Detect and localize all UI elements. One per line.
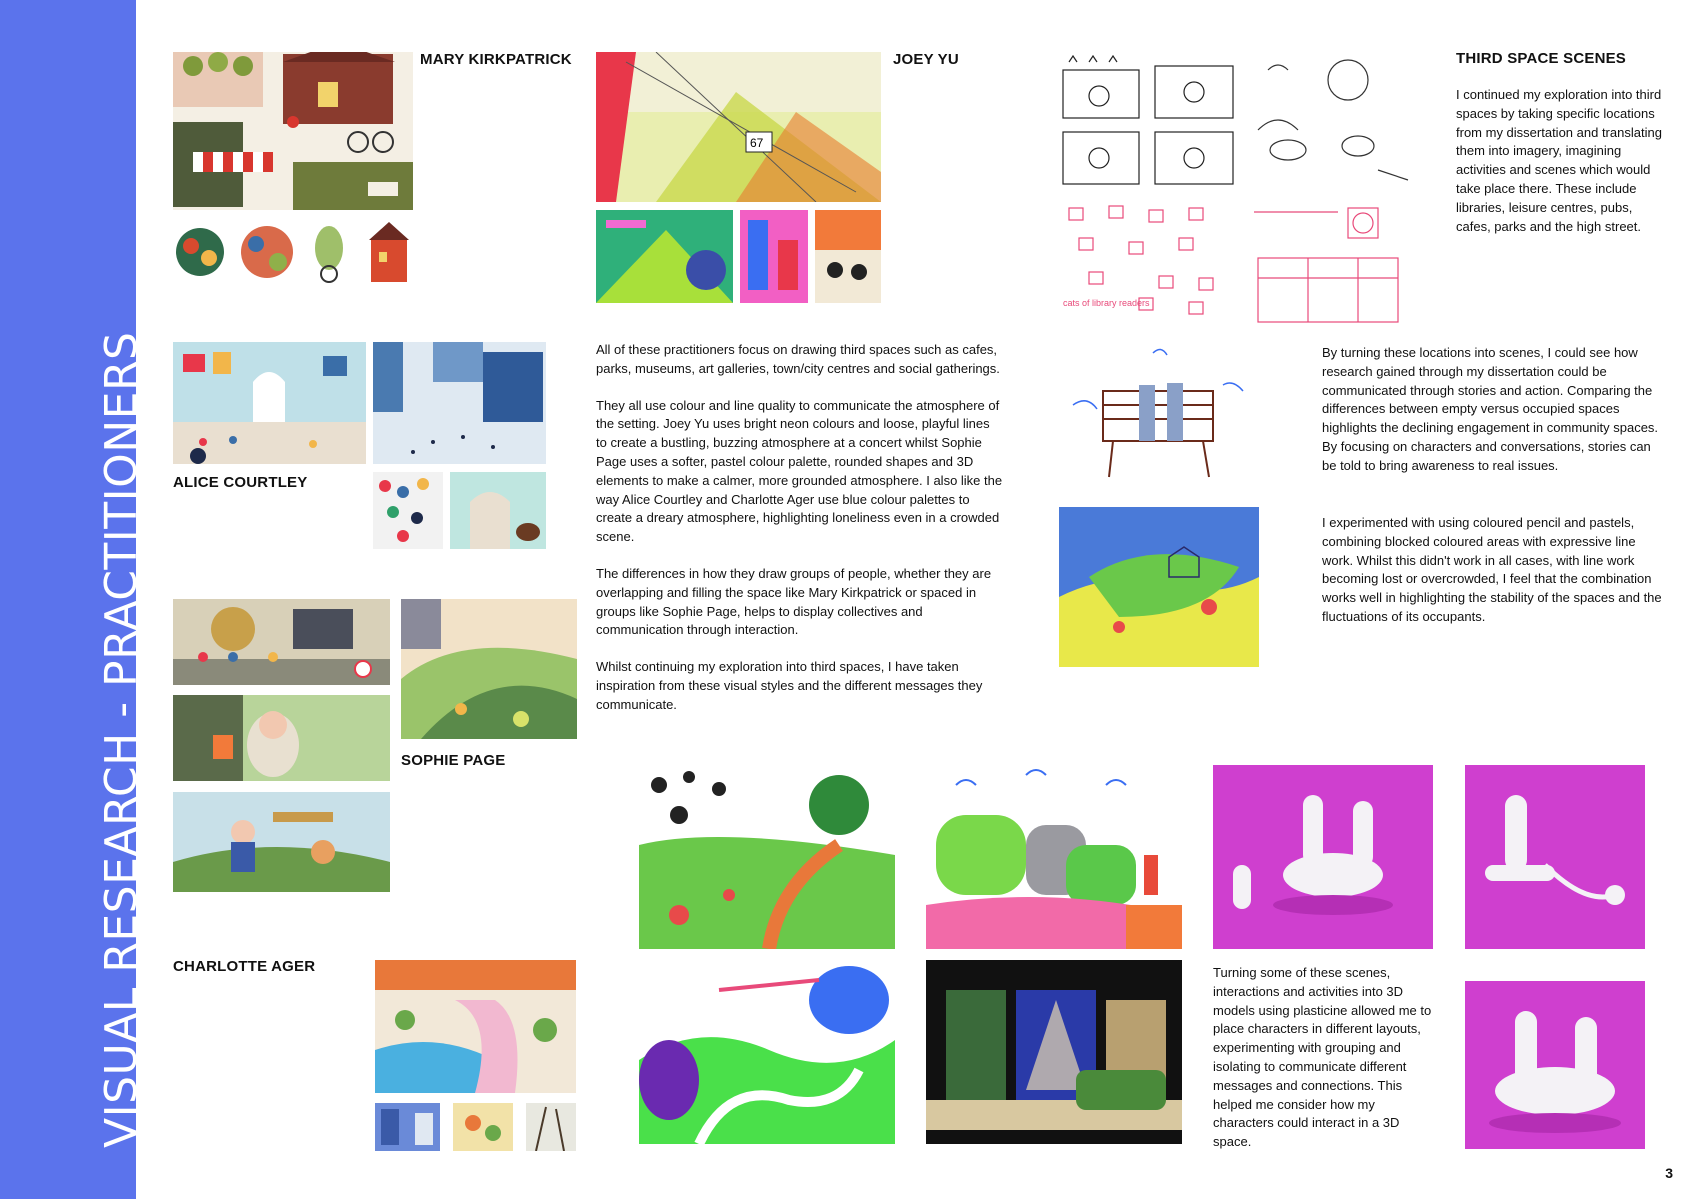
charlotte-ager-thumb-3 xyxy=(526,1103,576,1151)
sophie-page-image-1 xyxy=(173,599,390,685)
sophie-page-image-4 xyxy=(173,792,390,892)
sketch-park xyxy=(1059,507,1259,667)
third-space-paragraph-1: I continued my exploration into third spaces by taking specific locations from my dissertation and translating them into imagery, imagining activities and scenes which would take place there. These include libraries, leisure centres, pubs, cafes, parks and the high street. xyxy=(1456,87,1662,234)
charlotte-ager-heading: CHARLOTTE AGER xyxy=(173,958,316,975)
scene-street-drawing xyxy=(926,960,1182,1144)
sophie-page-heading: SOPHIE PAGE xyxy=(401,752,506,769)
mary-kirkpatrick-thumb-2 xyxy=(236,218,298,286)
joey-yu-main-image xyxy=(596,52,881,202)
sketch-leisure-pink xyxy=(1248,198,1413,328)
alice-courtley-main-image xyxy=(173,342,366,464)
analysis-text xyxy=(596,341,1004,733)
mary-kirkpatrick-thumb-3 xyxy=(306,218,352,286)
model-photo-1 xyxy=(1213,765,1433,949)
sketch-cafe xyxy=(1248,50,1413,190)
scene-leaves-drawing xyxy=(639,960,895,1144)
alice-courtley-thumb-1 xyxy=(373,472,443,549)
analysis-paragraph-1: All of these practitioners focus on drawing third spaces such as cafes, parks, museums, art galleries, town/city centres and social gatherings. xyxy=(596,342,1000,376)
sophie-page-image-2 xyxy=(401,599,577,739)
alice-courtley-thumb-2 xyxy=(450,472,546,549)
sketch-bench xyxy=(1063,345,1253,495)
joey-yu-thumb-3 xyxy=(815,210,881,303)
analysis-paragraph-2: They all use colour and line quality to communicate the atmosphere of the setting. Joey Yu uses bright neon colours and loose, playful lines to create a bustling, buzzing atmosphere at a concert whilst Sophie Page uses a softer, pastel colour palette, rounded shapes and 3D elements to make a calmer, more grounded atmosphere. I also like the way Alice Courtley and Charlotte Ager use blue colour palettes to create a dreary atmosphere, highlighting loneliness even in a crowded scene. xyxy=(596,397,1003,545)
scene-garden-drawing xyxy=(926,765,1182,949)
charlotte-ager-main-image xyxy=(375,960,576,1093)
third-space-paragraph-3: I experimented with using coloured pencil and pastels, combining blocked coloured areas with expressive line work. Whilst this didn't work in all cases, with line work becoming lost or overcrowded, I feel that the combination works well in highlighting the stability of the spaces and the fluctuations of its occupants. xyxy=(1322,515,1662,624)
model-photo-2 xyxy=(1465,765,1645,949)
models-text: Turning some of these scenes, interactions and activities into 3D models using plasticine allowed me to place characters in different layouts, experimenting with grouping and isolating to communicate different messages and connections. This helped me consider how my characters could interact in a 3D space. xyxy=(1213,965,1432,1150)
sophie-page-image-3 xyxy=(173,695,390,781)
svg-text:67: 67 xyxy=(750,136,764,150)
sketch-cats-pink xyxy=(1059,198,1239,328)
sidebar-title: VISUAL RESEARCH - PRACTITIONERS xyxy=(96,331,147,1148)
page-number: 3 xyxy=(1665,1165,1673,1181)
analysis-paragraph-3: The differences in how they draw groups of people, whether they are overlapping and filling the space like Mary Kirkpatrick or spaced in groups like Sophie Page, helps to display collectives and communication through interaction. xyxy=(596,565,992,638)
joey-yu-heading: JOEY YU xyxy=(893,51,959,68)
analysis-paragraph-4: Whilst continuing my exploration into third spaces, I have taken inspiration from these visual styles and the different messages they communicate. xyxy=(596,659,983,712)
scene-park-drawing xyxy=(639,765,895,949)
sketch-note: cats of library readers xyxy=(1063,298,1150,308)
model-photo-3 xyxy=(1465,981,1645,1149)
joey-yu-thumb-1 xyxy=(596,210,733,303)
mary-kirkpatrick-thumb-1 xyxy=(173,218,227,286)
charlotte-ager-thumb-2 xyxy=(453,1103,513,1151)
sidebar-title-wrap xyxy=(0,0,147,1199)
mary-kirkpatrick-main-image xyxy=(173,52,413,210)
third-space-paragraph-2: By turning these locations into scenes, I could see how research gained through my dissertation could be communicated through stories and action. Comparing the differences between empty versus occupied spaces highlights the declining engagement in community spaces. By focusing on characters and conversations, stories can be told to bring awareness to real issues. xyxy=(1322,345,1659,473)
charlotte-ager-thumb-1 xyxy=(375,1103,440,1151)
mary-kirkpatrick-heading: MARY KIRKPATRICK xyxy=(420,51,572,68)
alice-courtley-heading: ALICE COURTLEY xyxy=(173,474,308,491)
mary-kirkpatrick-thumb-4 xyxy=(365,218,413,286)
third-space-heading: THIRD SPACE SCENES xyxy=(1456,50,1627,67)
joey-yu-thumb-2 xyxy=(740,210,808,303)
alice-courtley-city-image xyxy=(373,342,546,464)
sketch-library xyxy=(1059,52,1239,188)
